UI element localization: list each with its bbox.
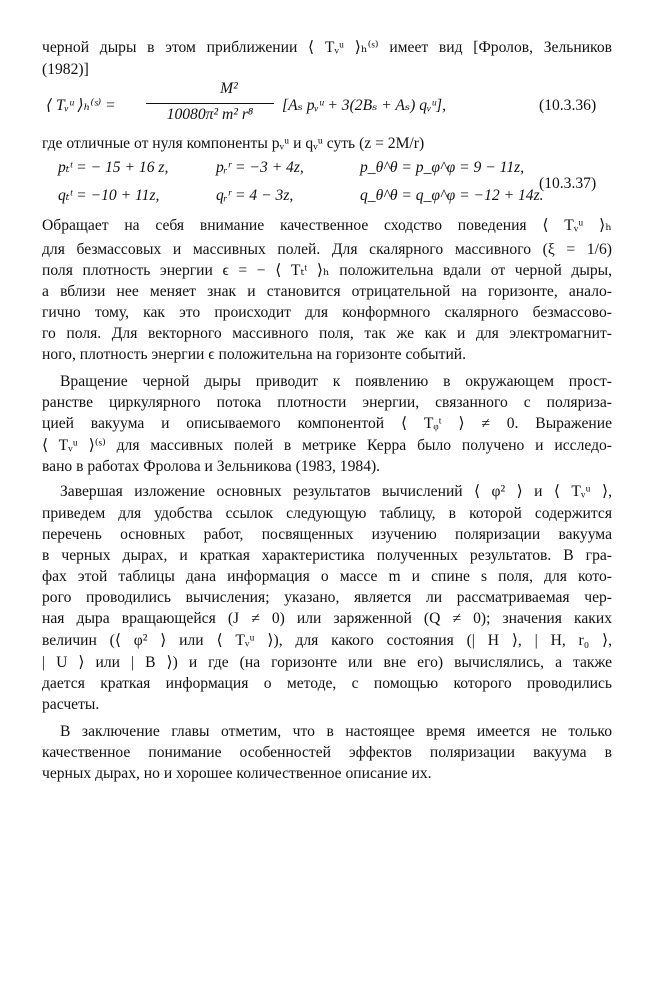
text-line: черных дырах, но и хорошее количественное описание их. xyxy=(42,765,432,782)
eq1-denominator: 10080π² m² r⁸ xyxy=(166,106,254,123)
text-line: Вращение черной дыры приводит к появлению в окружающем прост- xyxy=(60,373,612,390)
text-line: рого проводились вычисления; указано, является ли рассматриваемая чер- xyxy=(42,589,612,606)
eq2-p-theta: p_θ^θ = p_φ^φ = 9 − 11z, xyxy=(360,159,525,176)
text-line: ранстве циркулярного потока плотности энергии, связанного с поляриза- xyxy=(42,394,612,411)
text-line: в черных дырах, и краткая характеристика полученных результатов. В гра- xyxy=(42,547,612,564)
text-line: черной дыры в этом приближении ⟨ Tᵥᵘ ⟩ₕ⁽ˢ⁾ имеет вид [Фролов, Зельников xyxy=(42,39,612,56)
eq2-q-r: qᵣʳ = 4 − 3z, xyxy=(216,187,294,204)
text-line: В заключение главы отметим, что в настоящее время имеется не только xyxy=(60,723,612,740)
text-line: вано в работах Фролова и Зельникова (1983, 1984). xyxy=(42,458,381,475)
text-line: ного, плотность энергии ϵ положительна на горизонте событий. xyxy=(42,346,467,363)
eq2-number: (10.3.37) xyxy=(539,175,597,192)
text-line: го поля. Для векторного массивного поля, так же как и для электромагнит- xyxy=(42,325,612,342)
text-line: качественное понимание особенностей эффектов поляризации вакуума в xyxy=(42,744,612,761)
eq1-lhs: ⟨ Tᵥᵘ ⟩ₕ⁽ˢ⁾ = xyxy=(46,97,116,114)
eq2-q-theta: q_θ^θ = q_φ^φ = −12 + 14z. xyxy=(360,187,544,204)
text-line: (1982)] xyxy=(42,61,89,78)
text-line: ная дыра вращающейся (J ≠ 0) или заряженной (Q ≠ 0); значения каких xyxy=(42,610,612,627)
text-line: величин (⟨ φ² ⟩ или ⟨ Tᵥᵘ ⟩), для какого состояния (| H ⟩, | H, r₀ ⟩, xyxy=(42,632,612,649)
text-line: дается краткая информация о методе, с помощью которого проводились xyxy=(42,675,612,692)
eq2-p-t: pₜᵗ = − 15 + 16 z, xyxy=(58,159,169,176)
text-line: где отличные от нуля компоненты pᵥᵘ и qᵥᵘ суть (z = 2M/r) xyxy=(42,135,425,152)
text-line: | U ⟩ или | B ⟩) и где (на горизонте или вне его) вычислялись, а также xyxy=(42,654,612,671)
text-line: приведем для удобства ссылок следующую таблицу, в которой содержится xyxy=(42,505,612,522)
text-line: расчеты. xyxy=(42,696,100,713)
text-line: Обращает на себя внимание качественное сходство поведения ⟨ Tᵥᵘ ⟩ₕ xyxy=(42,217,612,234)
text-line: а вблизи нее меняет знак и становится отрицательной на горизонте, анало- xyxy=(42,283,612,300)
text-line: поля плотность энергии ϵ = − ⟨ Tₜᵗ ⟩ₕ положительна вдали от черной дыры, xyxy=(42,262,612,279)
text-line: фах этой таблицы дана информация о массе m и спине s поля, для кото- xyxy=(42,568,612,585)
eq2-p-r: pᵣʳ = −3 + 4z, xyxy=(216,159,304,176)
text-line: Завершая изложение основных результатов вычислений ⟨ φ² ⟩ и ⟨ Tᵥᵘ ⟩, xyxy=(60,483,612,500)
text-line: гично тому, как это происходит для конформного скалярного безмассово- xyxy=(42,304,612,321)
eq1-fraction-bar xyxy=(146,103,274,104)
text-line: для безмассовых и массивных полей. Для скалярного массивного (ξ = 1/6) xyxy=(42,241,612,258)
text-line: цией вакуума и описываемого компонентой ⟨ Tᵩᵗ ⟩ ≠ 0. Выражение xyxy=(42,415,612,432)
text-line: ⟨ Tᵥᵘ ⟩⁽ˢ⁾ для массивных полей в метрике Керра было получено и исследо- xyxy=(42,437,612,454)
eq2-q-t: qₜᵗ = −10 + 11z, xyxy=(58,187,160,204)
text-line: перечень основных работ, посвященных изучению поляризации вакуума xyxy=(42,526,612,543)
eq1-numerator: M² xyxy=(220,80,238,97)
eq1-rhs: [Aₛ pᵥᵘ + 3(2Bₛ + Aₛ) qᵥᵘ], xyxy=(282,97,446,114)
eq1-number: (10.3.36) xyxy=(539,97,597,114)
